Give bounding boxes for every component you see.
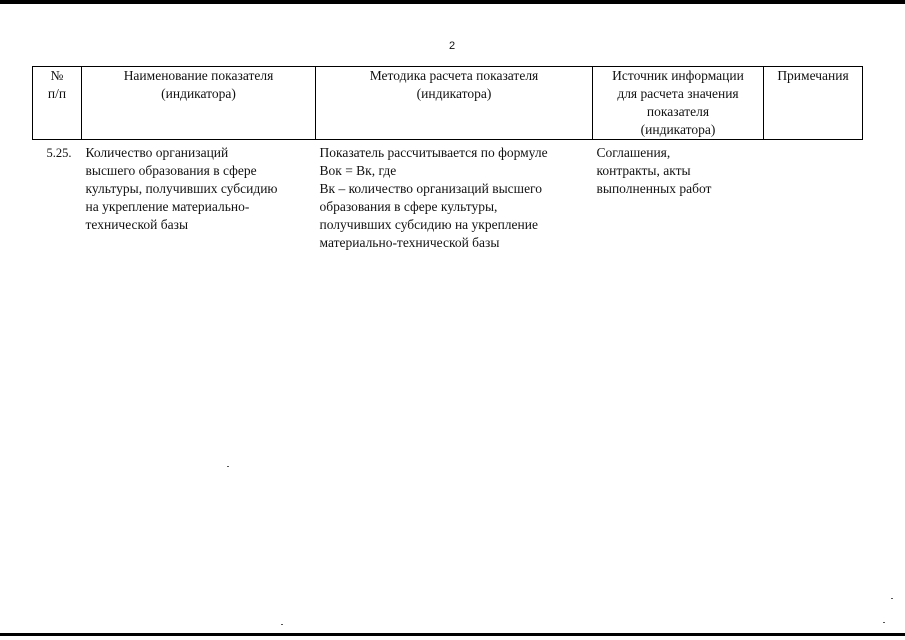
table-header-row bbox=[33, 67, 863, 140]
header-name-line: Наименование показателя bbox=[123, 68, 274, 83]
header-information-source bbox=[593, 67, 764, 140]
header-source-line: для расчета значения bbox=[617, 86, 739, 101]
row-name-line: Количество организаций bbox=[85, 145, 229, 160]
row-number-cell bbox=[33, 140, 82, 253]
scan-speck bbox=[227, 466, 229, 467]
page-number: 2 bbox=[448, 40, 456, 52]
indicators-table bbox=[32, 66, 863, 252]
header-method-line: Методика расчета показателя bbox=[369, 68, 539, 83]
header-notes-line: Примечания bbox=[777, 68, 849, 83]
header-source-line: показателя bbox=[646, 104, 710, 119]
row-method-line: образования в сфере культуры, bbox=[319, 199, 498, 214]
header-source-line: Источник информации bbox=[612, 68, 744, 83]
header-name-line: (индикатора) bbox=[161, 86, 236, 101]
row-source-line: выполненных работ bbox=[596, 181, 712, 196]
header-notes bbox=[764, 67, 863, 140]
page-bottom-edge bbox=[0, 633, 905, 636]
row-method-line: материально-технической базы bbox=[319, 235, 500, 250]
row-method-line: Вк – количество организаций высшего bbox=[319, 181, 543, 196]
header-number-line: № bbox=[50, 68, 64, 83]
row-name-line: высшего образования в сфере bbox=[85, 163, 257, 178]
scan-speck bbox=[281, 624, 283, 625]
row-method-cell bbox=[316, 140, 593, 253]
row-number: 5.25. bbox=[46, 146, 72, 160]
scan-speck bbox=[891, 598, 893, 599]
header-number-line: п/п bbox=[47, 86, 67, 101]
row-source-line: контракты, акты bbox=[596, 163, 691, 178]
header-calculation-method bbox=[316, 67, 593, 140]
header-source-line: (индикатора) bbox=[640, 122, 716, 137]
row-source-line: Соглашения, bbox=[596, 145, 671, 160]
row-method-line: Показатель рассчитывается по формуле bbox=[319, 145, 548, 160]
row-notes-cell bbox=[764, 140, 863, 253]
row-method-line: Вок = Вк, где bbox=[319, 163, 397, 178]
header-indicator-name bbox=[82, 67, 316, 140]
scan-speck bbox=[883, 622, 885, 623]
header-method-line: (индикатора) bbox=[416, 86, 492, 101]
row-name-line: технической базы bbox=[85, 217, 189, 232]
row-name-cell bbox=[82, 140, 316, 253]
row-source-cell bbox=[593, 140, 764, 253]
table-row bbox=[33, 140, 863, 253]
row-name-line: культуры, получивших субсидию bbox=[85, 181, 278, 196]
header-number bbox=[33, 67, 82, 140]
page-top-edge bbox=[0, 0, 905, 4]
row-method-line: получивших субсидию на укрепление bbox=[319, 217, 538, 232]
row-name-line: на укрепление материально- bbox=[85, 199, 250, 214]
